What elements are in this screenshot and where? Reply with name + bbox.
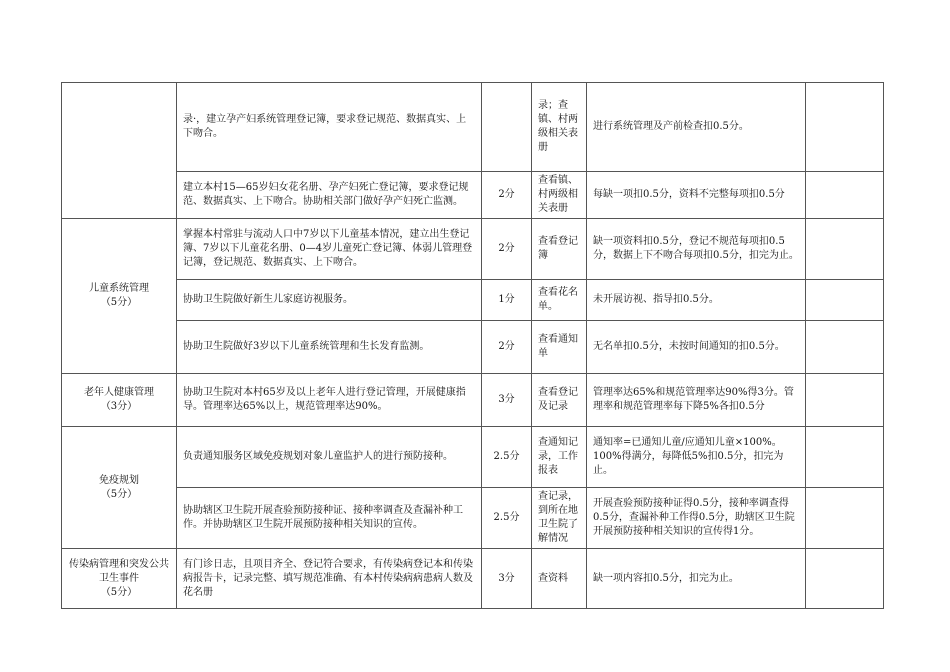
score-cell: 2分 [482, 321, 532, 374]
remarks-cell [806, 549, 884, 609]
category-name: 传染病管理和突发公共卫生事件 [69, 558, 169, 584]
table-row [62, 219, 884, 280]
score-cell: 2.5分 [482, 427, 532, 488]
method-cell: 查通知记录，工作报表 [532, 427, 587, 488]
remarks-cell [806, 219, 884, 280]
category-cell [62, 83, 177, 219]
category-cell [62, 427, 177, 549]
table-row [62, 427, 884, 488]
score-cell: 2.5分 [482, 488, 532, 549]
table-row [62, 374, 884, 427]
table-row [62, 172, 884, 219]
score-cell: 3分 [482, 374, 532, 427]
remarks-cell [806, 172, 884, 219]
content-cell: 掌握本村常驻与流动人口中7岁以下儿童基本情况，建立出生登记簿、7岁以下儿童花名册、0—4岁儿童死亡登记簿、体弱儿管理登记簿，登记规范、数据真实、上下吻合。 [177, 219, 482, 280]
category-points: （5分） [100, 488, 138, 500]
score-cell: 3分 [482, 549, 532, 609]
standard-cell: 开展查验预防接种证得0.5分，接种率调查得0.5分，查漏补种工作得0.5分，助辖区卫生院开展预防接种相关知识的宣传得1分。 [587, 488, 806, 549]
method-cell: 查看花名单。 [532, 280, 587, 321]
category-name: 老年人健康管理 [84, 387, 154, 398]
content-cell: 协助卫生院做好新生儿家庭访视服务。 [177, 280, 482, 321]
standard-cell: 通知率=已通知儿童/应通知儿童×100%。100%得满分，每降低5%扣0.5分，扣完为止。 [587, 427, 806, 488]
score-cell: 2分 [482, 219, 532, 280]
content-cell: 建立本村15—65岁妇女花名册、孕产妇死亡登记簿，要求登记规范、数据真实、上下吻合。协助相关部门做好孕产妇死亡监测。 [177, 172, 482, 219]
table-row [62, 549, 884, 609]
remarks-cell [806, 83, 884, 172]
standard-cell: 每缺一项扣0.5分，资料不完整每项扣0.5分 [587, 172, 806, 219]
content-cell: 协助卫生院做好3岁以下儿童系统管理和生长发育监测。 [177, 321, 482, 374]
category-points: （5分） [100, 586, 138, 598]
method-cell: 查看镇、村两级相关表册 [532, 172, 587, 219]
category-name: 儿童系统管理 [89, 283, 149, 294]
category-cell [62, 549, 177, 609]
content-cell: 协助辖区卫生院开展查验预防接种证、接种率调查及查漏补种工作。并协助辖区卫生院开展预防接种相关知识的宣传。 [177, 488, 482, 549]
standard-cell: 未开展访视、指导扣0.5分。 [587, 280, 806, 321]
content-cell: 录·，建立孕产妇系统管理登记簿，要求登记规范、数据真实、上下吻合。 [177, 83, 482, 172]
remarks-cell [806, 280, 884, 321]
score-cell: 2分 [482, 172, 532, 219]
remarks-cell [806, 488, 884, 549]
table-row [62, 83, 884, 172]
remarks-cell [806, 321, 884, 374]
standard-cell: 管理率达65%和规范管理率达90%得3分。管理率和规范管理率每下降5%各扣0.5分 [587, 374, 806, 427]
score-cell [482, 83, 532, 172]
table-row [62, 488, 884, 549]
category-points: （3分） [100, 401, 138, 412]
table-row [62, 321, 884, 374]
method-cell: 查看登记簿 [532, 219, 587, 280]
table-row [62, 280, 884, 321]
category-name: 免疫规划 [99, 474, 139, 486]
category-points: （5分） [100, 297, 138, 308]
score-cell: 1分 [482, 280, 532, 321]
category-cell [62, 219, 177, 374]
remarks-cell [806, 427, 884, 488]
method-cell: 录；查镇、村两级相关表册 [532, 83, 587, 172]
assessment-table [61, 82, 884, 609]
remarks-cell [806, 374, 884, 427]
method-cell: 查记录，到所在地卫生院了解情况 [532, 488, 587, 549]
standard-cell: 无名单扣0.5分，未按时间通知的扣0.5分。 [587, 321, 806, 374]
content-cell: 有门诊日志，且项目齐全、登记符合要求，有传染病登记本和传染病报告卡，记录完整、填写规范准确、有本村传染病病患病人数及花名册 [177, 549, 482, 609]
method-cell: 查资料 [532, 549, 587, 609]
method-cell: 查看通知单 [532, 321, 587, 374]
standard-cell: 进行系统管理及产前检查扣0.5分。 [587, 83, 806, 172]
category-cell [62, 374, 177, 427]
method-cell: 查看登记及记录 [532, 374, 587, 427]
content-cell: 协助卫生院对本村65岁及以上老年人进行登记管理，开展健康指导。管理率达65%以上，规范管理率达90%。 [177, 374, 482, 427]
standard-cell: 缺一项资料扣0.5分，登记不规范每项扣0.5分，数据上下不吻合每项扣0.5分，扣完为止。 [587, 219, 806, 280]
content-cell: 负责通知服务区域免疫规划对象儿童监护人的进行预防接种。 [177, 427, 482, 488]
standard-cell: 缺一项内容扣0.5分，扣完为止。 [587, 549, 806, 609]
